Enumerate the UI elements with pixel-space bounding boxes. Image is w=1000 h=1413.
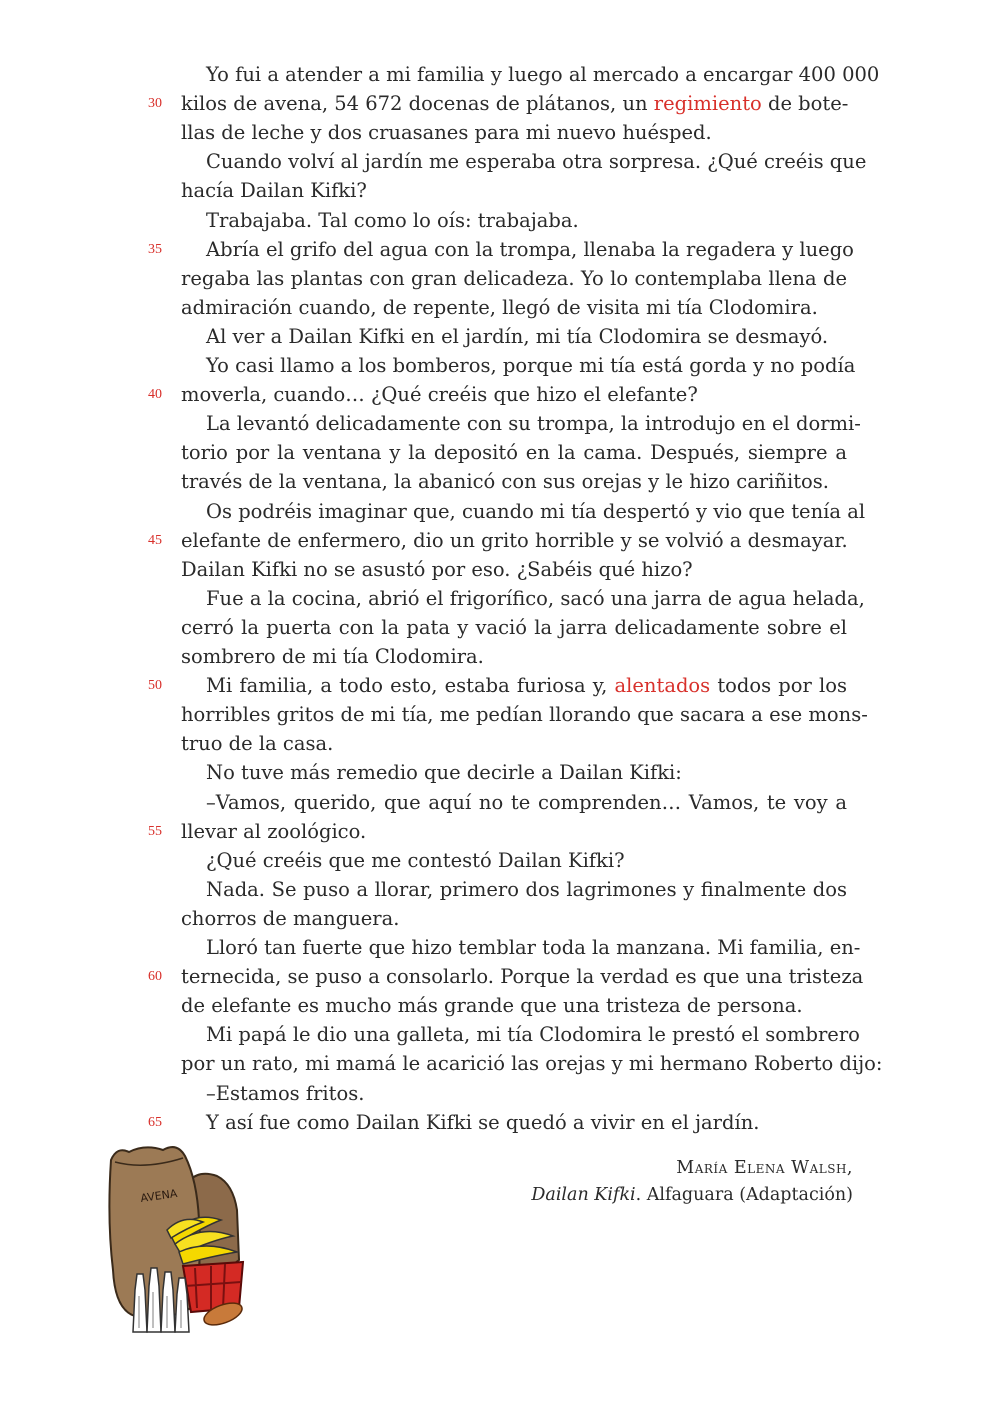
text-line: truo de la casa. (181, 732, 334, 756)
text-line: Abría el grifo del agua con la trompa, llenaba la regadera y luego (206, 237, 854, 261)
credit-author: María Elena Walsh, (676, 1158, 853, 1178)
text-line: llevar al zoológico. (181, 819, 367, 843)
line-number: 45 (148, 532, 162, 548)
text-segment: de bote- (761, 92, 849, 116)
highlighted-word: alentados (614, 674, 711, 698)
text-line: admiración cuando, de repente, llegó de visita mi tía Clodomira. (181, 295, 818, 319)
text-line: Yo casi llamo a los bomberos, porque mi tía está gorda y no podía (206, 354, 856, 377)
text-line: Yo fui a atender a mi familia y luego al mercado a encargar 400 000 (206, 63, 880, 86)
text-line: Fue a la cocina, abrió el frigorífico, sacó una jarra de agua helada, (206, 586, 865, 610)
text-segment: todos por los (710, 674, 847, 698)
text-line: cerró la puerta con la pata y vació la jarra delicadamente sobre el (181, 615, 847, 639)
text-line: Os podréis imaginar que, cuando mi tía despertó y vio que tenía al (206, 499, 866, 523)
text-line: Al ver a Dailan Kifki en el jardín, mi tía Clodomira se desmayó. (206, 324, 829, 348)
text-line (206, 671, 847, 700)
line-number: 50 (148, 678, 162, 694)
credit-publisher: . Alfaguara (Adaptación) (635, 1185, 853, 1205)
text-line: través de la ventana, la abanicó con sus orejas y le hizo cariñitos. (181, 470, 829, 494)
text-line: Dailan Kifki no se asustó por eso. ¿Sabéis qué hizo? (181, 557, 693, 581)
text-line: elefante de enfermero, dio un grito horrible y se volvió a desmayar. (181, 528, 848, 552)
line-number: 60 (148, 969, 162, 985)
text-line: Nada. Se puso a llorar, primero dos lagrimones y finalmente dos (206, 877, 847, 901)
text-line: Cuando volví al jardín me esperaba otra sorpresa. ¿Qué creéis que (206, 150, 867, 174)
text-line: ¿Qué creéis que me contestó Dailan Kifki? (206, 848, 625, 872)
text-line: Lloró tan fuerte que hizo temblar toda la manzana. Mi familia, en- (206, 936, 861, 959)
text-line: regaba las plantas con gran delicadeza. Yo lo contemplaba llena de (181, 266, 847, 290)
line-number: 30 (148, 96, 162, 112)
text-line: horribles gritos de mi tía, me pedían llorando que sacara a ese mons- (181, 703, 868, 727)
line-number: 65 (148, 1114, 162, 1130)
line-number: 40 (148, 387, 162, 403)
text-segment: Mi familia, a todo esto, estaba furiosa y, (206, 674, 615, 698)
text-line: sombrero de mi tía Clodomira. (181, 645, 484, 668)
text-line: por un rato, mi mamá le acarició las orejas y mi hermano Roberto dijo: (181, 1052, 883, 1076)
highlighted-word: regimiento (653, 92, 762, 116)
text-line: No tuve más remedio que decirle a Dailan Kifki: (206, 761, 682, 785)
text-line: llas de leche y dos cruasanes para mi nuevo huésped. (181, 121, 712, 145)
text-line: Y así fue como Dailan Kifki se quedó a vivir en el jardín. (206, 1110, 760, 1134)
line-number: 35 (148, 241, 162, 257)
credit-title: Dailan Kifki (531, 1185, 636, 1205)
text-line: ternecida, se puso a consolarlo. Porque la verdad es que una tristeza (181, 965, 864, 989)
text-line: moverla, cuando… ¿Qué creéis que hizo el elefante? (181, 383, 698, 407)
text-line: de elefante es mucho más grande que una tristeza de persona. (181, 994, 803, 1018)
line-number: 55 (148, 823, 162, 839)
text-line: torio por la ventana y la depositó en la cama. Después, siempre a (181, 441, 847, 465)
text-line: Trabajaba. Tal como lo oís: trabajaba. (206, 208, 579, 232)
text-line: –Estamos fritos. (206, 1081, 365, 1105)
text-line: Mi papá le dio una galleta, mi tía Clodomira le prestó el sombrero (206, 1023, 860, 1047)
text-segment: kilos de avena, 54 672 docenas de plátanos, un (181, 92, 654, 116)
groceries-illustration (105, 1140, 265, 1340)
text-line: –Vamos, querido, que aquí no te comprenden… Vamos, te voy a (206, 790, 847, 814)
text-line (181, 89, 847, 118)
text-line: hacía Dailan Kifki? (181, 179, 367, 203)
sack-label: AVENA (139, 1186, 179, 1205)
text-line: chorros de manguera. (181, 906, 400, 930)
credit-work (531, 1182, 853, 1209)
text-line: La levantó delicadamente con su trompa, la introdujo en el dormi- (206, 412, 861, 436)
